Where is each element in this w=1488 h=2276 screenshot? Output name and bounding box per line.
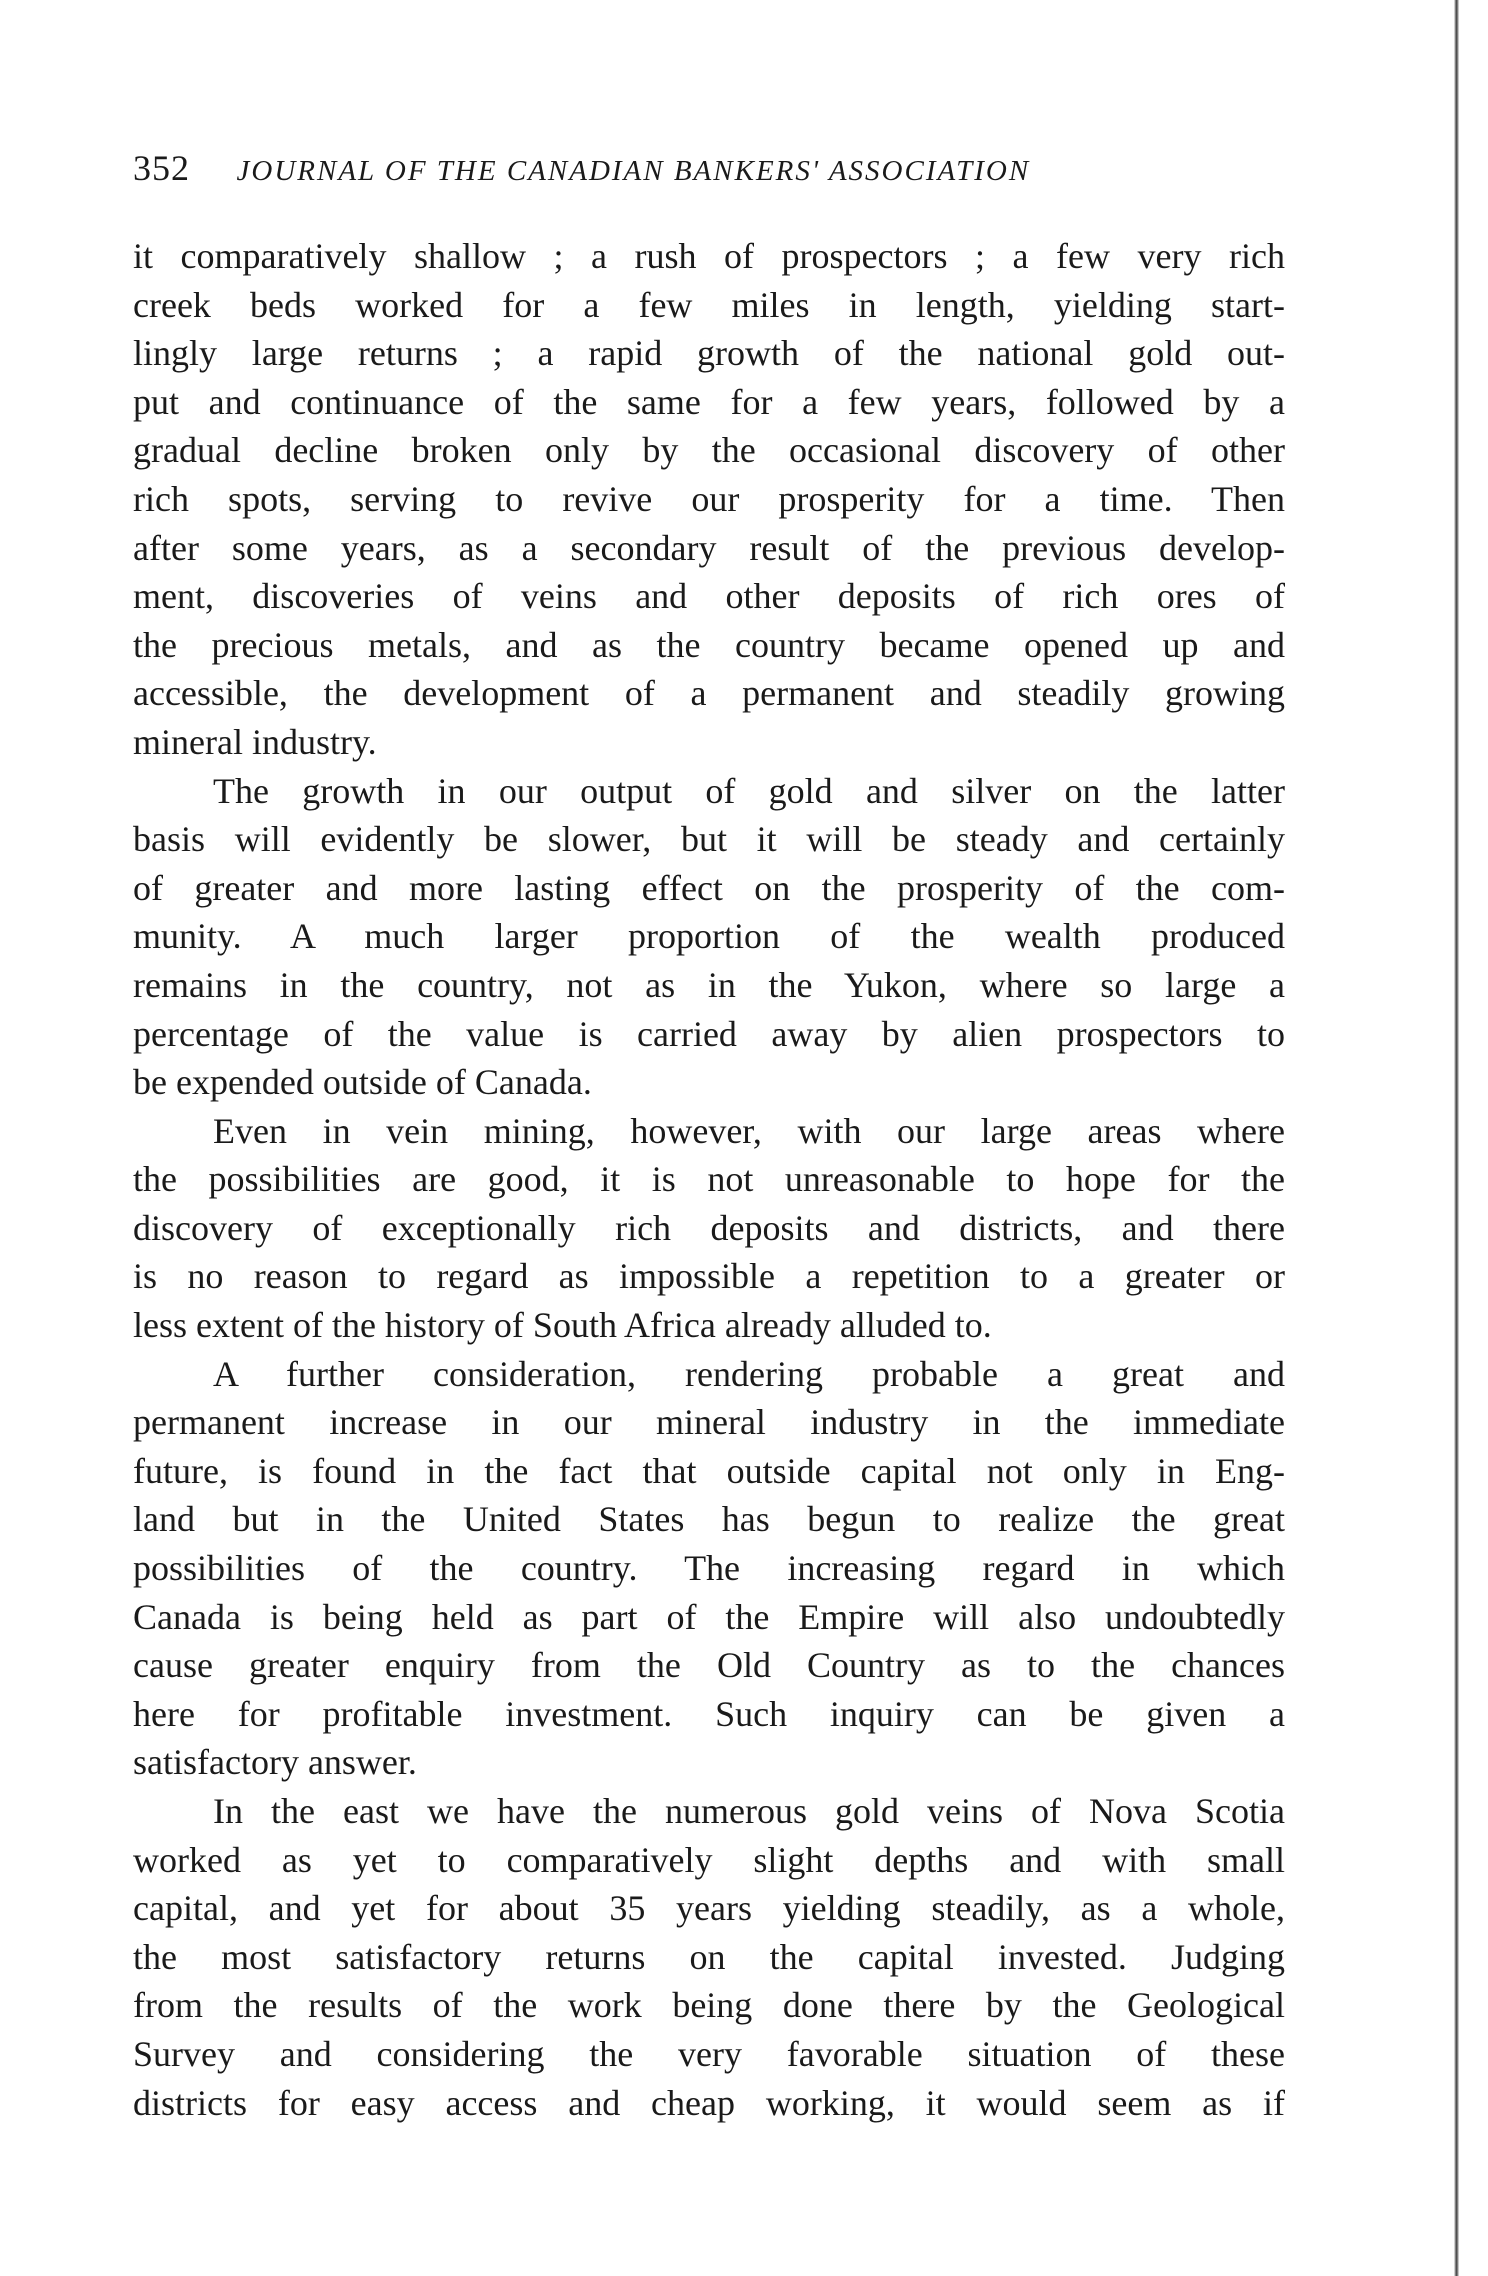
text-line: gradual decline broken only by the occasional discovery of other (133, 430, 1285, 471)
text-line: it comparatively shallow ; a rush of prospectors ; a few very rich (133, 236, 1285, 276)
text-line: rich spots, serving to revive our prosperity for a time. Then (133, 478, 1285, 519)
text-line: Canada is being held as part of the Empire will also undoubtedly (133, 1596, 1285, 1637)
text-line: In the east we have the numerous gold veins of Nova Scotia (213, 1791, 1285, 1831)
text-line: cause greater enquiry from the Old Country as to the chances (133, 1645, 1285, 1686)
text-line: ment, discoveries of veins and other deposits of rich ores of (133, 576, 1285, 617)
text-line: of greater and more lasting effect on the prosperity of the com- (133, 867, 1285, 908)
text-line: possibilities of the country. The increasing regard in which (133, 1548, 1285, 1589)
text-line: The growth in our output of gold and silver on the latter (213, 770, 1285, 811)
paragraph (133, 767, 1285, 1107)
text-line: satisfactory answer. (133, 1742, 417, 1783)
text-line: remains in the country, not as in the Yukon, where so large a (133, 964, 1285, 1005)
text-line: discovery of exceptionally rich deposits and districts, and there (133, 1207, 1285, 1248)
page-number: 352 (133, 148, 190, 188)
text-line: munity. A much larger proportion of the wealth produced (133, 916, 1285, 957)
text-line: put and continuance of the same for a few years, followed by a (133, 381, 1285, 422)
text-line: basis will evidently be slower, but it will be steady and certainly (133, 819, 1285, 860)
text-line: Survey and considering the very favorable situation of these (133, 2033, 1285, 2074)
text-line: the precious metals, and as the country became opened up and (133, 624, 1285, 665)
body-text (133, 232, 1285, 2127)
paragraph (133, 1787, 1285, 2127)
text-line: accessible, the development of a permanent and steadily growing (133, 673, 1285, 714)
paragraph (133, 1350, 1285, 1787)
paragraph (133, 1107, 1285, 1350)
text-line: A further consideration, rendering probable a great and (213, 1353, 1285, 1394)
text-line: less extent of the history of South Africa already alluded to. (133, 1305, 992, 1346)
page-header (133, 148, 1283, 188)
text-line: be expended outside of Canada. (133, 1062, 592, 1103)
text-line: future, is found in the fact that outside capital not only in Eng- (133, 1450, 1285, 1491)
text-line: the possibilities are good, it is not unreasonable to hope for the (133, 1159, 1285, 1200)
page-edge-shadow (1454, 0, 1459, 2276)
text-line: from the results of the work being done there by the Geological (133, 1985, 1285, 2026)
text-line: permanent increase in our mineral industry in the immediate (133, 1402, 1285, 1443)
text-line: here for profitable investment. Such inquiry can be given a (133, 1693, 1285, 1734)
text-line: Even in vein mining, however, with our large areas where (213, 1110, 1285, 1151)
text-line: worked as yet to comparatively slight depths and with small (133, 1839, 1285, 1880)
text-line: is no reason to regard as impossible a repetition to a greater or (133, 1256, 1285, 1297)
text-line: percentage of the value is carried away by alien prospectors to (133, 1013, 1285, 1054)
text-line: capital, and yet for about 35 years yielding steadily, as a whole, (133, 1888, 1285, 1929)
paragraph (133, 232, 1285, 767)
text-line: creek beds worked for a few miles in length, yielding start- (133, 284, 1285, 325)
text-line: the most satisfactory returns on the capital invested. Judging (133, 1936, 1285, 1977)
text-line: lingly large returns ; a rapid growth of the national gold out- (133, 333, 1285, 374)
text-line: mineral industry. (133, 721, 377, 762)
text-line: districts for easy access and cheap working, it would seem as if (133, 2082, 1285, 2123)
text-line: after some years, as a secondary result of the previous develop- (133, 527, 1285, 568)
text-line: land but in the United States has begun to realize the great (133, 1499, 1285, 1540)
running-head: JOURNAL OF THE CANADIAN BANKERS' ASSOCIATION (236, 155, 1031, 187)
